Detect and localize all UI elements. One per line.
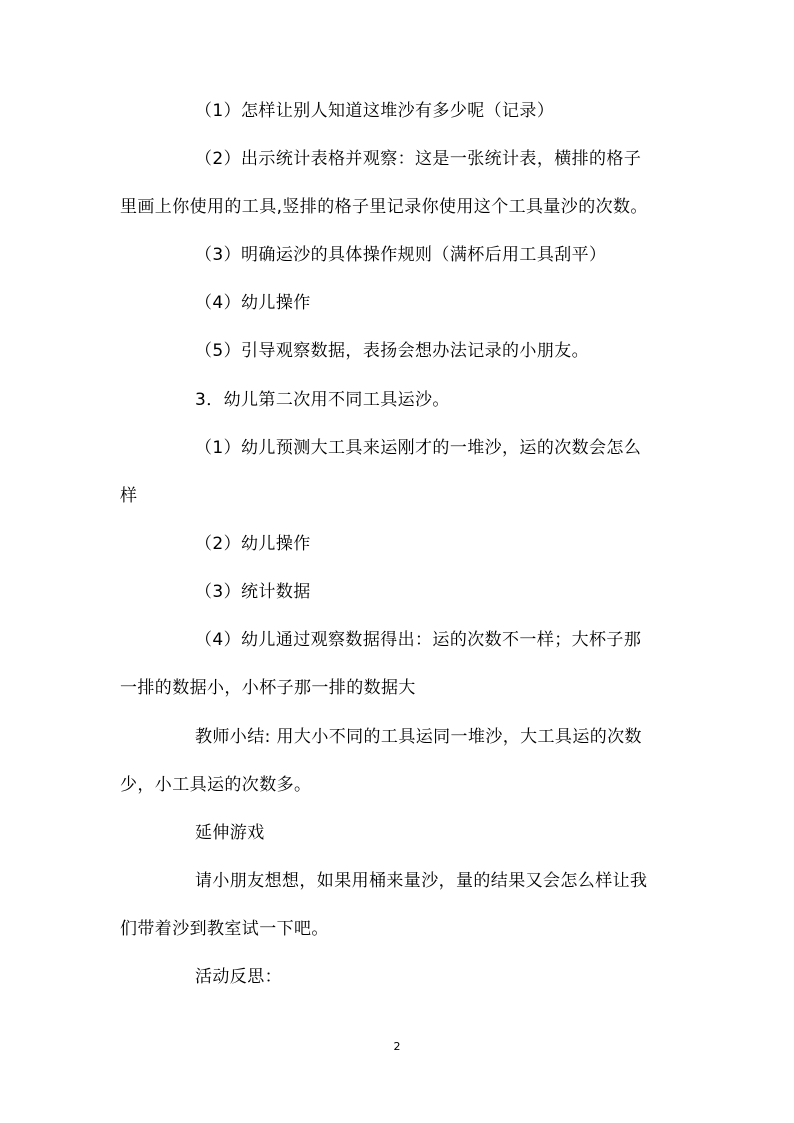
text-line-10: （2）幼儿操作 [195,534,311,554]
text-line-7: 3．幼儿第二次用不同工具运沙。 [195,390,450,410]
page-number: 2 [393,1040,401,1053]
text-line-5: （4）幼儿操作 [195,293,311,313]
text-line-15: 少，小工具运的次数多。 [120,775,312,795]
text-line-13: 一排的数据小，小杯子那一排的数据大 [120,678,416,698]
text-line-9: 样 [120,486,138,506]
text-line-11: （3）统计数据 [195,582,311,602]
text-line-8: （1）幼儿预测大工具来运刚才的一堆沙，运的次数会怎么 [195,438,642,458]
text-line-18: 们带着沙到教室试一下吧。 [120,919,329,939]
text-line-2: （2）出示统计表格并观察：这是一张统计表，横排的格子 [195,149,642,169]
text-line-14: 教师小结: 用大小不同的工具运同一堆沙，大工具运的次数 [195,727,642,747]
text-line-16: 延伸游戏 [195,823,265,843]
text-line-12: （4）幼儿通过观察数据得出：运的次数不一样；大杯子那 [195,630,642,650]
text-line-19: 活动反思： [195,967,282,987]
text-line-3: 里画上你使用的工具,竖排的格子里记录你使用这个工具量沙的次数。 [120,197,648,217]
text-line-4: （3）明确运沙的具体操作规则（满杯后用工具刮平） [195,245,607,265]
text-line-6: （5）引导观察数据，表扬会想办法记录的小朋友。 [195,341,590,361]
text-line-1: （1）怎样让别人知道这堆沙有多少呢（记录） [195,101,555,121]
text-line-17: 请小朋友想想，如果用桶来量沙，量的结果又会怎么样让我 [195,871,648,891]
